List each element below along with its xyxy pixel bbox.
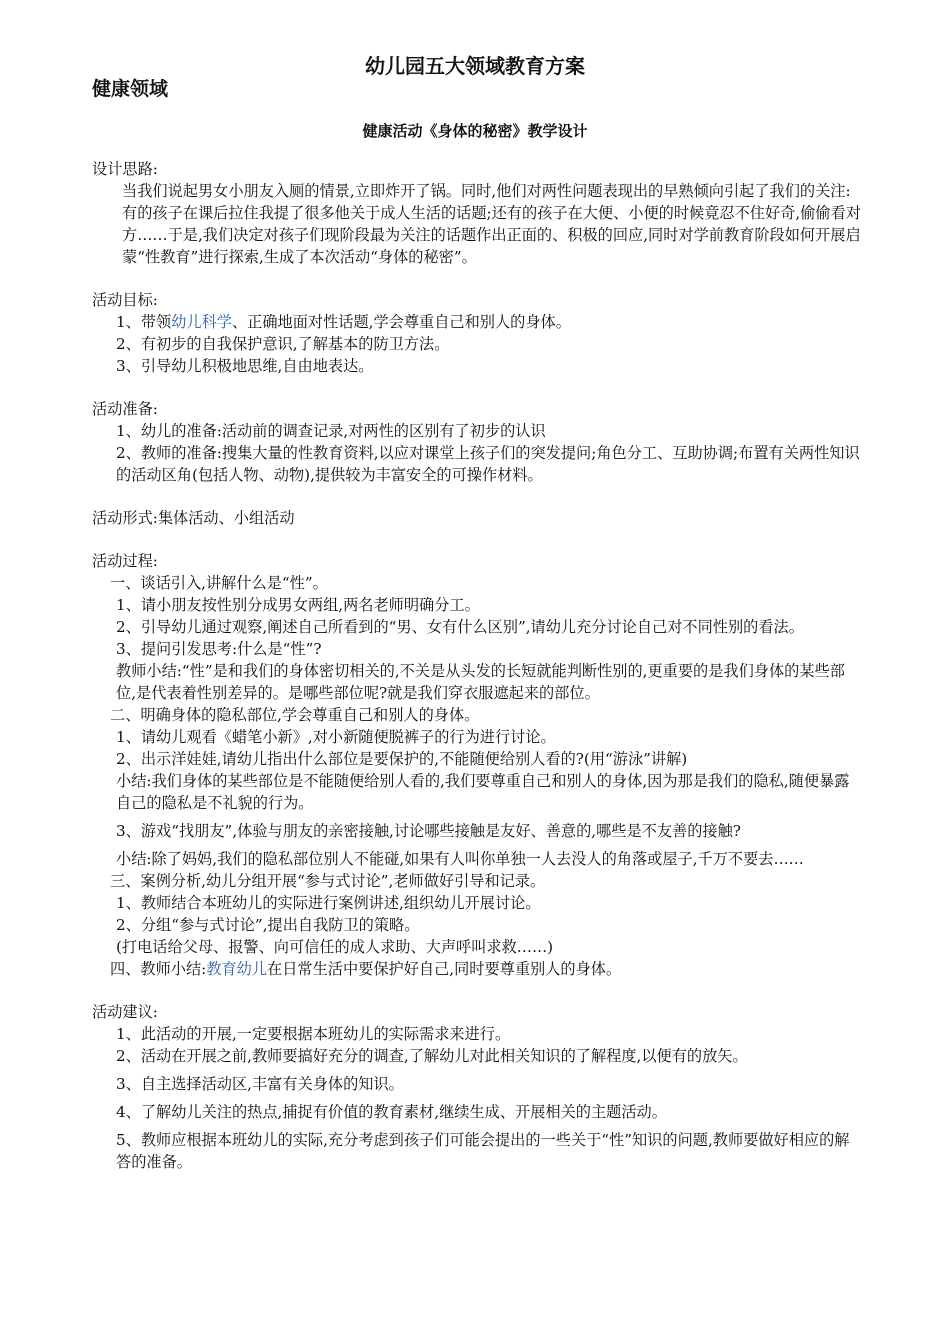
kids-science-link[interactable]: 幼儿科学: [171, 313, 232, 331]
process-step-2-1: 1、请幼儿观看《蜡笔小新》,对小新随便脱裤子的行为进行讨论。: [116, 728, 556, 746]
step-4-text-end: 在日常生活中要保护好自己,同时要尊重别人的身体。: [267, 960, 622, 978]
advice-heading: 活动建议:: [92, 1003, 158, 1021]
prep-heading: 活动准备:: [92, 400, 158, 418]
advice-item-3: 3、自主选择活动区,丰富有关身体的知识。: [116, 1075, 404, 1093]
document-body: [92, 158, 862, 1173]
process-step-1-3: 3、提问引发思考:什么是“性”?: [116, 640, 322, 658]
process-step-2: 二、明确身体的隐私部位,学会尊重自己和别人的身体。: [110, 706, 480, 724]
advice-item-1: 1、此活动的开展,一定要根据本班幼儿的实际需求来进行。: [116, 1025, 511, 1043]
process-step-3-1: 1、教师结合本班幼儿的实际进行案例讲述,组织幼儿开展讨论。: [116, 894, 541, 912]
step-4-text-start: 四、教师小结:: [110, 960, 207, 978]
design-text: 当我们说起男女小朋友入厕的情景,立即炸开了锅。同时,他们对两性问题表现出的早熟倾向引起了我们的关注:有的孩子在课后拉住我提了很多他关于成人生活的话题;还有的孩子在大便、小便的时候竟忍不住好奇,偷偷看对方……于是,我们决定对孩子们现阶段最为关注的话题作出正面的、积极的回应,同时对学前教育阶段如何开展启蒙“性教育”进行探索,生成了本次活动“身体的秘密”。: [122, 182, 861, 266]
process-step-1-2: 2、引导幼儿通过观察,阐述自己所看到的“男、女有什么区别”,请幼儿充分讨论自己对不同性别的看法。: [116, 618, 804, 636]
process-summary-1: 教师小结:“性”是和我们的身体密切相关的,不关是从头发的长短就能判断性别的,更重要的是我们身体的某些部位,是代表着性别差异的。是哪些部位呢?就是我们穿衣服遮起来的部位。: [116, 662, 845, 702]
document-title: 幼儿园五大领域教育方案: [365, 54, 585, 78]
activity-form: 活动形式:集体活动、小组活动: [92, 509, 295, 527]
process-step-4: [92, 958, 862, 980]
process-summary-2b: 小结:除了妈妈,我们的隐私部位别人不能碰,如果有人叫你单独一人去没人的角落或屋子,千万不要去……: [116, 850, 804, 868]
goals-heading: 活动目标:: [92, 291, 158, 309]
process-step-3-3: (打电话给父母、报警、向可信任的成人求助、大声呼叫求救……): [116, 938, 554, 956]
advice-item-2: 2、活动在开展之前,教师要搞好充分的调查,了解幼儿对此相关知识的了解程度,以便有的放矢。: [116, 1047, 748, 1065]
process-step-3-2: 2、分组“参与式讨论”,提出自我防卫的策略。: [116, 916, 420, 934]
process-step-1-1: 1、请小朋友按性别分成男女两组,两名老师明确分工。: [116, 596, 480, 614]
prep-item-2: 2、教师的准备:搜集大量的性教育资料,以应对课堂上孩子们的突发提问;角色分工、互助协调;布置有关两性知识的活动区角(包括人物、动物),提供较为丰富安全的可操作材料。: [116, 444, 860, 484]
process-step-3: 三、案例分析,幼儿分组开展“参与式讨论”,老师做好引导和记录。: [110, 872, 546, 890]
goal-1-text-start: 1、带领: [116, 313, 172, 331]
lesson-title: 健康活动《身体的秘密》教学设计: [362, 122, 588, 140]
process-heading: 活动过程:: [92, 552, 158, 570]
goal-item-2: 2、有初步的自我保护意识,了解基本的防卫方法。: [116, 335, 450, 353]
domain-heading: 健康领域: [92, 78, 169, 100]
advice-item-4: 4、了解幼儿关注的热点,捕捉有价值的教育素材,继续生成、开展相关的主题活动。: [116, 1103, 667, 1121]
goal-item-3: 3、引导幼儿积极地思维,自由地表达。: [116, 357, 374, 375]
process-summary-2a: 小结:我们身体的某些部位是不能随便给别人看的,我们要尊重自己和别人的身体,因为那是我们的隐私,随便暴露自己的隐私是不礼貌的行为。: [116, 772, 850, 812]
educate-children-link[interactable]: 教育幼儿: [206, 960, 267, 978]
process-step-1: 一、谈话引入,讲解什么是“性”。: [110, 574, 328, 592]
design-heading: 设计思路:: [92, 160, 158, 178]
process-step-2-2: 2、出示洋娃娃,请幼儿指出什么部位是要保护的,不能随便给别人看的?(用“游泳”讲解): [116, 750, 688, 768]
goal-1-text-end: 、正确地面对性话题,学会尊重自己和别人的身体。: [231, 313, 571, 331]
advice-item-5: 5、教师应根据本班幼儿的实际,充分考虑到孩子们可能会提出的一些关于“性”知识的问题,教师要做好相应的解答的准备。: [116, 1131, 850, 1171]
process-step-2-3: 3、游戏“找朋友”,体验与朋友的亲密接触,讨论哪些接触是友好、善意的,哪些是不友善的接触?: [116, 822, 741, 840]
prep-item-1: 1、幼儿的准备:活动前的调查记录,对两性的区别有了初步的认识: [116, 422, 546, 440]
goal-item-1: [92, 311, 862, 333]
